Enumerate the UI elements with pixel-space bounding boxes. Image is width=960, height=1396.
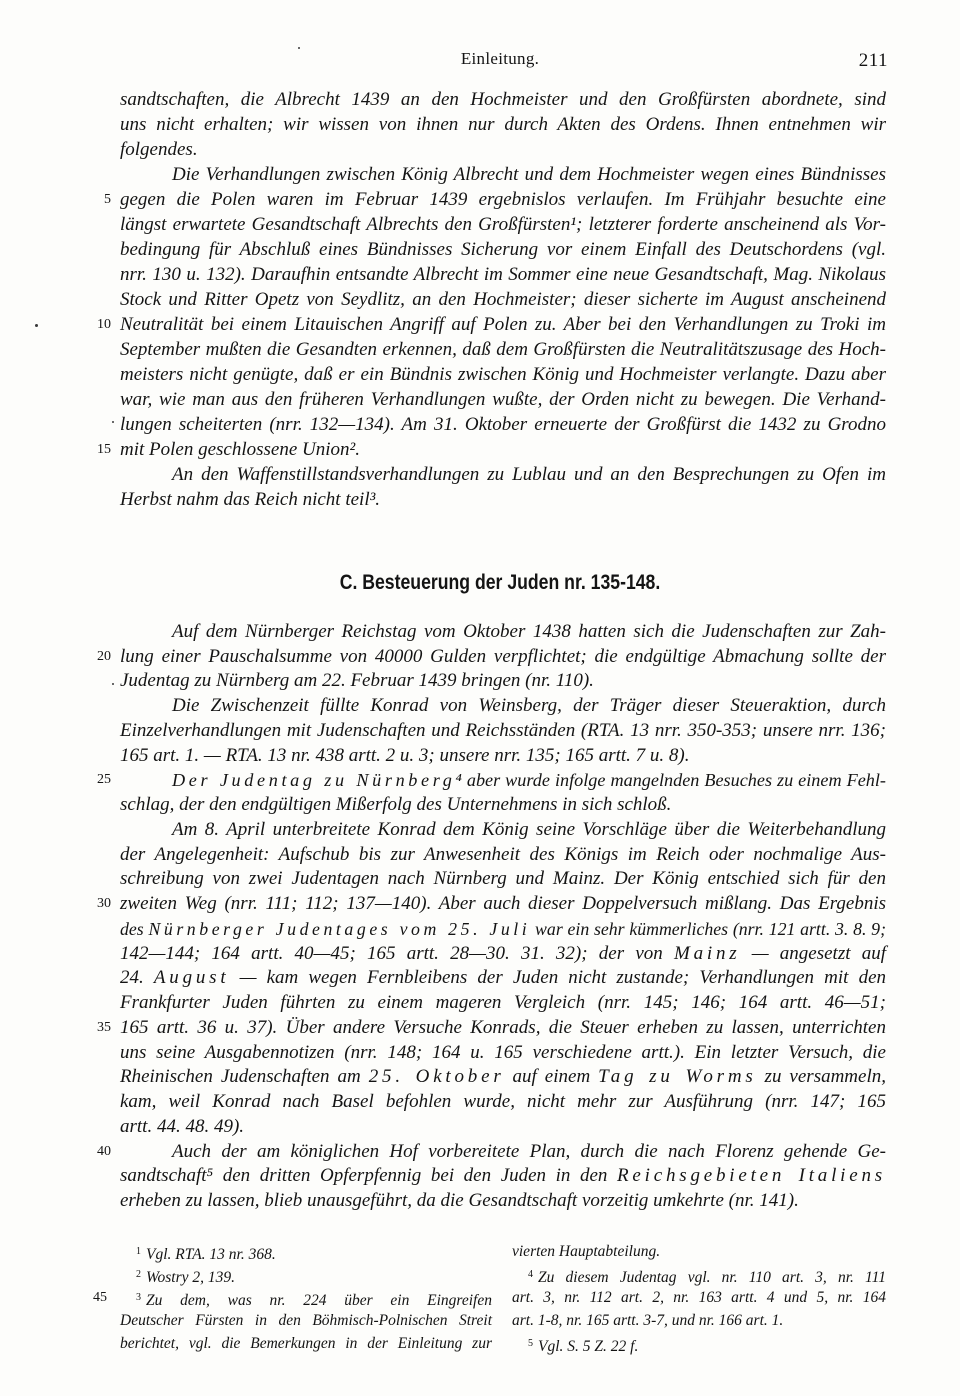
text-line — [512, 1309, 886, 1332]
line-number: 45 — [93, 1290, 107, 1305]
text-line — [120, 1041, 886, 1066]
line-text: Vgl. RTA. 13 nr. 368. — [146, 1246, 276, 1263]
text-line — [120, 1065, 886, 1090]
text-line — [120, 867, 886, 892]
line-text: meisters nicht genügte, daß er ein Bündnis zwischen König und Hochmeister verlangte. Dazu aber — [120, 364, 886, 385]
line-text: — angesetzt auf — [740, 942, 887, 964]
line-text: Frankfurter Juden führten zu einem mageren Vergleich (nrr. 145; 146; 164 artt. 46—51; — [120, 992, 886, 1014]
line-text: vierten Hauptabteilung. — [512, 1243, 661, 1260]
text-line — [120, 212, 886, 237]
text-line — [172, 818, 886, 843]
text-line — [120, 744, 886, 769]
text-line — [172, 620, 886, 645]
page-number: 211 — [858, 50, 888, 71]
line-text: kam, weil Konrad nach Basel befohlen wurde, nicht mehr zur Ausführung (nrr. 147; 165 — [120, 1091, 886, 1113]
line-text: schlag, der den endgültigen Mißerfolg des Unternehmens in sich schloß. — [120, 794, 672, 816]
line-text: An den Waffenstillstandsverhandlungen zu Lublau und an den Besprechungen zu Ofen im — [172, 464, 886, 485]
line-text: lung einer Pauschalsumme von 40000 Gulden verpflichtet; die endgültige Abmachung sollte der — [120, 645, 886, 667]
line-text: ⁴ aber wurde infolge mangelnden Besuches zu einem Fehl- — [455, 770, 886, 791]
line-text: mit Polen geschlossene Union². — [120, 439, 360, 460]
text-line — [172, 768, 886, 793]
line-text: war, wie man aus den früheren Verhandlungen wußte, der Orden nicht zu bewegen. Die Verhand- — [120, 389, 886, 410]
text-line — [120, 487, 886, 512]
line-text: art. 1-8, nr. 165 artt. 3-7, und nr. 166 art. 1. — [512, 1312, 784, 1329]
text-line — [120, 112, 886, 137]
line-text: September mußten die Gesandten erkennen, daß dem Großfürsten die Neutralitätszusage des Hoch- — [120, 339, 886, 360]
text-line — [120, 387, 886, 412]
text-line — [136, 1263, 492, 1286]
line-text: Die Verhandlungen zwischen König Albrecht und dem Hochmeister wegen eines Bündnisses — [172, 164, 886, 185]
text-line — [120, 287, 886, 312]
text-line — [120, 437, 886, 462]
line-text: sandtschaft⁵ den dritten Opferpfennig bei den Juden in den — [120, 1165, 618, 1187]
line-number: 30 — [97, 896, 111, 912]
line-number: 15 — [97, 442, 111, 457]
text-line — [120, 966, 886, 991]
text-line — [120, 991, 886, 1016]
text-line — [120, 719, 886, 744]
footnote-marker: 2 — [136, 1269, 141, 1280]
line-text: uns nicht erhalten; wir wissen von ihnen nur durch Akten des Ordens. Ihnen entnehmen wir — [120, 114, 886, 135]
line-text: Zu diesem Judentag vgl. nr. 110 art. 3, nr. 111 — [538, 1269, 886, 1286]
line-text: Vgl. S. 5 Z. 22 f. — [538, 1338, 639, 1355]
text-line — [120, 137, 886, 162]
line-text: Wostry 2, 139. — [146, 1269, 235, 1286]
line-text: Stock und Ritter Opetz von Seydlitz, an den Hochmeister; dieser sicherte im August anscheinend — [120, 289, 886, 310]
text-line — [120, 1189, 886, 1214]
line-text: Herbst nahm das Reich nicht teil³. — [120, 489, 381, 510]
line-text: Neutralität bei einem Litauischen Angriff auf Polen zu. Aber bei den Verhandlungen zu Troki im — [120, 314, 886, 335]
line-text: 165 art. 1. — RTA. 13 nr. 438 artt. 2 u. 3; unsere nrr. 135; 165 artt. 7 u. 8). — [120, 744, 690, 766]
line-number: 10 — [97, 317, 111, 332]
text-line — [120, 412, 886, 437]
line-text: der Angelegenheit: Aufschub bis zur Anwesenheit des Königs im Reich oder nochmalige Aus- — [120, 843, 886, 865]
section-heading: C. Besteuerung der Juden nr. 135-148. — [339, 571, 661, 594]
text-line — [120, 1115, 886, 1140]
line-text: zu versammeln, — [756, 1066, 886, 1088]
line-text: auf einem — [504, 1066, 599, 1088]
text-line — [528, 1332, 886, 1355]
line-text: berichtet, vgl. die Bemerkungen in der Einleitung zur — [120, 1335, 492, 1352]
line-text: zweiten Weg (nrr. 111; 112; 137—140). Aber auch dieser Doppelversuch mißlang. Das Ergebnis — [120, 893, 886, 915]
footnote-marker: 3 — [136, 1292, 141, 1303]
line-text: Die Zwischenzeit füllte Konrad von Weinsberg, der Träger dieser Steueraktion, durch — [172, 695, 886, 717]
text-line — [136, 1240, 492, 1263]
line-text: des — [120, 918, 149, 939]
margin-speck — [298, 47, 300, 49]
text-line — [120, 262, 886, 287]
line-text: erheben zu lassen, blieb unausgeführt, da die Gesandtschaft vorzeitig umkehrte (nr. 141). — [120, 1190, 799, 1212]
line-text: Am 8. April unterbreitete Konrad dem König seine Vorschläge über die Weiterbehandlung — [172, 818, 886, 840]
spaced-text: August — [153, 967, 230, 989]
line-text: sandtschaften, die Albrecht 1439 an den Hochmeister und den Großfürsten abordnete, sind — [120, 89, 886, 110]
line-text: schreibung von zwei Judentagen nach Nürnberg und Mainz. Der König entschied sich für den — [120, 868, 886, 890]
line-text: Rheinischen Judenschaften am — [120, 1066, 369, 1088]
text-line — [120, 892, 886, 917]
line-number: 5 — [104, 192, 111, 207]
margin-speck — [35, 324, 38, 327]
footnote-marker: 5 — [528, 1338, 533, 1349]
text-line — [120, 942, 886, 967]
line-text: Einzelverhandlungen mit Judenschaften und Reichsständen (RTA. 13 nrr. 350-353; unsere nrr. 136; — [120, 719, 886, 741]
text-line — [512, 1286, 886, 1309]
text-line — [120, 843, 886, 868]
spaced-text: Tag zu Worms — [598, 1066, 757, 1088]
margin-speck — [112, 683, 114, 685]
line-number: 40 — [97, 1143, 111, 1159]
line-text: Judentag zu Nürnberg am 22. Februar 1439 bringen (nr. 110). — [120, 670, 594, 692]
line-text: 142—144; 164 artt. 40—45; 165 artt. 28—30. 31. 32); der von — [120, 942, 674, 964]
text-line — [120, 1309, 492, 1332]
text-line — [120, 645, 886, 670]
line-text: bedingung für Abschluß eines Bündnisses Sicherung vor einem Einfall des Deutschordens (vgl. — [120, 239, 886, 260]
text-line — [120, 187, 886, 212]
text-line — [120, 793, 886, 818]
text-line — [512, 1240, 886, 1263]
line-text: Auch der am königlichen Hof vorbereitete Plan, durch die nach Florenz gehende Ge- — [172, 1140, 886, 1162]
line-text: 24. — [120, 967, 154, 989]
line-text: 165 artt. 36 u. 37). Über andere Versuche Konrads, die Steuer erheben zu lassen, unterrichten — [120, 1016, 886, 1038]
line-number: 35 — [97, 1019, 111, 1035]
line-text: — kam wegen Fernbleibens der Juden nicht zustande; Verhandlungen mit den — [229, 967, 887, 989]
footnote-marker: 4 — [528, 1269, 533, 1280]
spaced-text: Der Judentag zu Nürnberg — [172, 770, 456, 791]
line-text: nrr. 130 u. 132). Daraufhin entsandte Albrecht im Sommer eine neue Gesandtschaft, Mag. Nikolaus — [120, 264, 886, 285]
line-number: 20 — [97, 648, 111, 664]
text-line — [120, 1090, 886, 1115]
footnote-marker: 1 — [136, 1246, 141, 1257]
text-line — [120, 312, 886, 337]
line-text: lungen scheiterten (nrr. 132—134). Am 31. Oktober erneuerte der Großfürst die 1432 zu Grodno — [120, 414, 886, 435]
margin-speck — [112, 421, 114, 423]
line-text: Deutscher Fürsten in den Böhmisch-Polnischen Streit — [120, 1312, 492, 1329]
text-line — [120, 669, 886, 694]
text-line — [136, 1286, 492, 1309]
line-text: art. 3, nr. 112 art. 2, nr. 163 artt. 4 und 5, nr. 164 — [512, 1289, 886, 1306]
spaced-text: 25. Oktober — [368, 1066, 505, 1088]
text-line — [172, 462, 886, 487]
text-line — [120, 237, 886, 262]
text-line — [120, 87, 886, 112]
text-line — [120, 1164, 886, 1189]
spaced-text: Mainz — [673, 942, 741, 964]
text-line — [172, 162, 886, 187]
line-number: 25 — [97, 772, 111, 788]
text-line — [120, 362, 886, 387]
line-text: uns seine Ausgabennotizen (nrr. 148; 164 u. 165 verschiedene artt.). Ein letzter Versuch, die — [120, 1041, 886, 1063]
text-line — [172, 1140, 886, 1165]
running-title: Einleitung. — [460, 49, 540, 68]
text-line — [120, 1016, 886, 1041]
text-line — [172, 694, 886, 719]
line-text: folgendes. — [120, 139, 198, 160]
line-text: Zu dem, was nr. 224 über ein Eingreifen — [146, 1292, 492, 1309]
line-text: Auf dem Nürnberger Reichstag vom Oktober 1438 hatten sich die Judenschaften zur Zah- — [172, 621, 886, 642]
text-line — [120, 917, 886, 942]
text-line — [120, 1332, 492, 1355]
spaced-text: Reichsgebieten Italiens — [617, 1165, 886, 1187]
line-text: längst erwartete Gesandtschaft Albrechts den Großfürsten¹; letzterer forderte anscheinend als Vor- — [120, 214, 886, 235]
line-text: war ein sehr kümmerliches (nrr. 121 artt. 3. 8. 9; — [530, 918, 886, 939]
text-line — [528, 1263, 886, 1286]
spaced-text: Nürnberger Judentages vom 25. Juli — [148, 918, 531, 939]
line-text: gegen die Polen waren im Februar 1439 ergebnislos verlaufen. Im Frühjahr besuchte eine — [120, 189, 886, 210]
line-text: artt. 44. 48. 49). — [120, 1115, 245, 1137]
text-line — [120, 337, 886, 362]
